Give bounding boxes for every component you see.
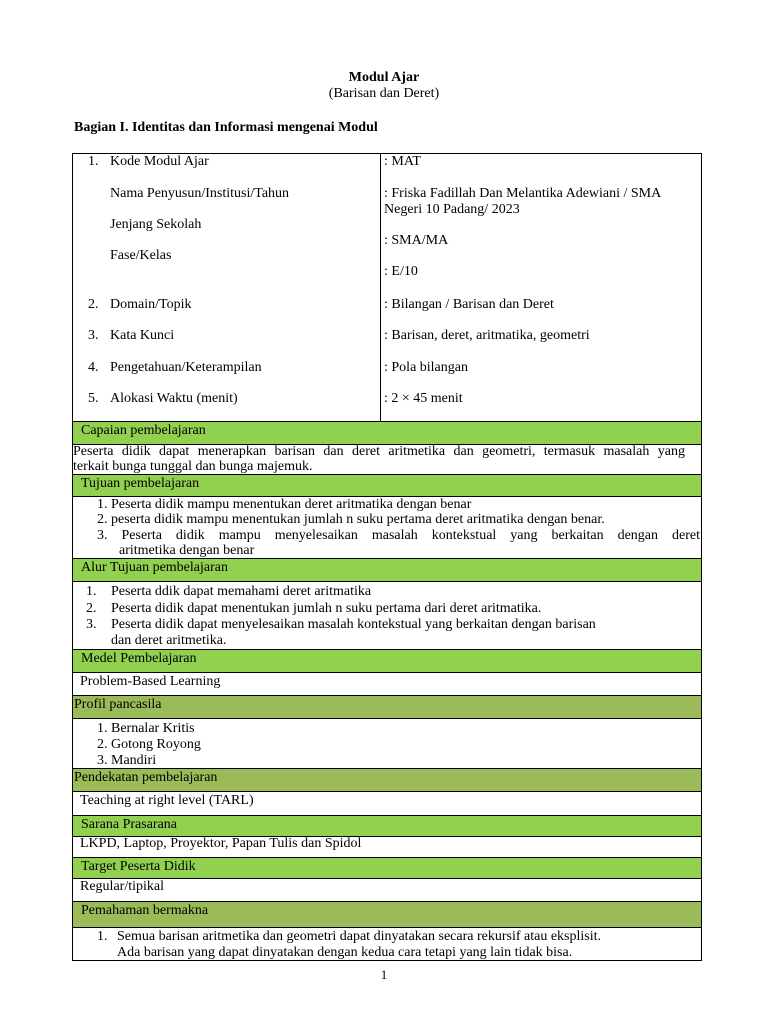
band-pendekatan xyxy=(73,768,701,792)
band-sarana xyxy=(73,815,701,837)
identity-label-fase: Fase/Kelas xyxy=(110,248,172,263)
band-tujuan-label: Tujuan pembelajaran xyxy=(81,476,200,491)
profil-item-3: 3. Mandiri xyxy=(97,753,157,768)
alur-num-3: 3. xyxy=(86,617,97,632)
band-capaian xyxy=(73,421,701,445)
identity-column-divider xyxy=(380,153,381,421)
tujuan-item-3: 3. Peserta didik mampu menyelesaikan masalah kontekstual yang berkaitan dengan deret xyxy=(97,528,700,543)
identity-value-kode: : MAT xyxy=(384,154,421,169)
profil-item-2: 2. Gotong Royong xyxy=(97,737,201,752)
alur-item-1: Peserta ddik dapat memahami deret aritmatika xyxy=(111,584,372,599)
alur-item-3: Peserta didik dapat menyelesaikan masalah kontekstual yang berkaitan dengan barisan xyxy=(111,617,596,632)
identity-value-jenjang: : SMA/MA xyxy=(384,233,449,248)
identity-label-kode: Kode Modul Ajar xyxy=(110,154,209,169)
capaian-text-line1: Peserta didik dapat menerapkan barisan dan deret aritmetika dan geometri, termasuk masalah yang xyxy=(73,444,685,459)
tujuan-item-2: 2. peserta didik mampu menentukan jumlah n suku pertama deret aritmatika dengan benar. xyxy=(97,512,605,527)
profil-item-1: 1. Bernalar Kritis xyxy=(97,721,195,736)
band-alur-label: Alur Tujuan pembelajaran xyxy=(81,560,228,575)
identity-value-penyusun-cont: Negeri 10 Padang/ 2023 xyxy=(384,202,520,217)
identity-num-1: 1. xyxy=(88,154,99,169)
identity-value-kata-kunci: : Barisan, deret, aritmatika, geometri xyxy=(384,328,590,343)
band-pendekatan-label: Pendekatan pembelajaran xyxy=(74,770,218,785)
alur-item-3-cont: dan deret aritmetika. xyxy=(111,633,227,648)
band-sarana-label: Sarana Prasarana xyxy=(81,817,178,832)
identity-label-domain: Domain/Topik xyxy=(110,297,192,312)
identity-label-alokasi: Alokasi Waktu (menit) xyxy=(110,391,238,406)
target-value: Regular/tipikal xyxy=(80,879,164,894)
band-model-label: Medel Pembelajaran xyxy=(81,651,197,666)
alur-num-1: 1. xyxy=(86,584,97,599)
page-number: 1 xyxy=(380,967,388,982)
identity-num-5: 5. xyxy=(88,391,99,406)
model-value: Problem-Based Learning xyxy=(80,674,221,689)
band-profil xyxy=(73,695,701,719)
identity-label-pengetahuan: Pengetahuan/Keterampilan xyxy=(110,360,262,375)
identity-num-2: 2. xyxy=(88,297,99,312)
band-model xyxy=(73,649,701,673)
band-target xyxy=(73,857,701,879)
module-subtitle: (Barisan dan Deret) xyxy=(328,86,440,101)
sarana-value: LKPD, Laptop, Proyektor, Papan Tulis dan Spidol xyxy=(80,836,362,851)
identity-label-penyusun: Nama Penyusun/Institusi/Tahun xyxy=(110,186,290,201)
identity-num-3: 3. xyxy=(88,328,99,343)
identity-value-penyusun: : Friska Fadillah Dan Melantika Adewiani / SMA xyxy=(384,186,662,201)
capaian-text-line2: terkait bunga tunggal dan bunga majemuk. xyxy=(73,459,313,474)
pemahaman-line2: Ada barisan yang dapat dinyatakan dengan kedua cara tetapi yang lain tidak bisa. xyxy=(117,945,573,960)
band-pemahaman xyxy=(73,901,701,928)
identity-value-alokasi: : 2 × 45 menit xyxy=(384,391,463,406)
alur-num-2: 2. xyxy=(86,601,97,616)
pendekatan-value: Teaching at right level (TARL) xyxy=(80,793,254,808)
tujuan-item-3-cont: aritmetika dengan benar xyxy=(119,543,255,558)
identity-value-domain: : Bilangan / Barisan dan Deret xyxy=(384,297,554,312)
identity-label-jenjang: Jenjang Sekolah xyxy=(110,217,202,232)
identity-value-fase: : E/10 xyxy=(384,264,418,279)
identity-label-kata-kunci: Kata Kunci xyxy=(110,328,175,343)
band-profil-label: Profil pancasila xyxy=(74,697,162,712)
pemahaman-line1: Semua barisan aritmetika dan geometri dapat dinyatakan secara rekursif atau eksplisit. xyxy=(117,929,601,944)
section-heading: Bagian I. Identitas dan Informasi mengenai Modul xyxy=(74,120,378,135)
band-alur xyxy=(73,558,701,582)
identity-value-pengetahuan: : Pola bilangan xyxy=(384,360,468,375)
tujuan-item-1: 1. Peserta didik mampu menentukan deret aritmatika dengan benar xyxy=(97,497,472,512)
band-pemahaman-label: Pemahaman bermakna xyxy=(81,903,209,918)
band-tujuan xyxy=(73,474,701,497)
pemahaman-num: 1. xyxy=(97,929,108,944)
band-target-label: Target Peserta Didik xyxy=(81,859,196,874)
alur-item-2: Peserta didik dapat menentukan jumlah n suku pertama dari deret aritmatika. xyxy=(111,601,542,616)
identity-num-4: 4. xyxy=(88,360,99,375)
band-capaian-label: Capaian pembelajaran xyxy=(81,423,206,438)
module-title: Modul Ajar xyxy=(348,70,420,85)
